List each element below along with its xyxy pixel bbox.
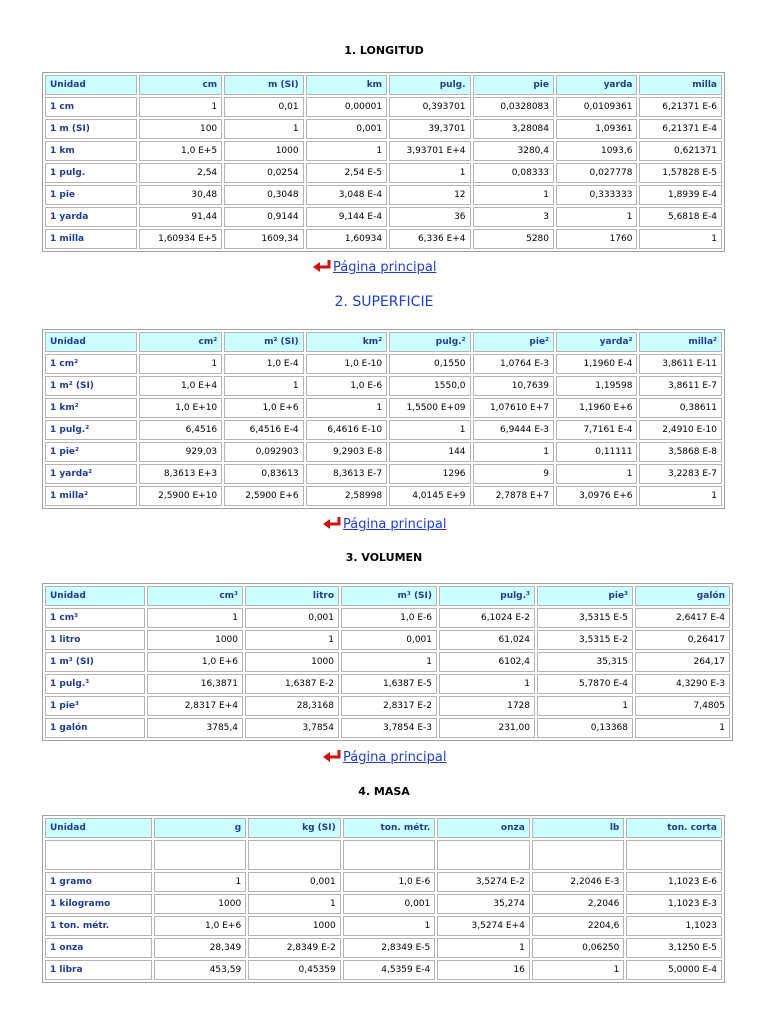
table-cell: 3,1250 E-5 — [626, 938, 722, 958]
table-cell: 1000 — [224, 141, 303, 161]
table-row — [45, 442, 722, 462]
row-label: 1 km — [45, 141, 137, 161]
table-cell: 4,0145 E+9 — [389, 486, 470, 506]
table-row — [45, 420, 722, 440]
table-cell: 0,38611 — [639, 398, 722, 418]
table-cell: 1,0 E-10 — [306, 354, 387, 374]
home-link-2[interactable] — [322, 516, 446, 532]
table-cell: 0,1550 — [389, 354, 470, 374]
table-cell: 3,2283 E-7 — [639, 464, 722, 484]
table-cell: 1,0 E-6 — [341, 608, 437, 628]
table-cell: 1 — [306, 141, 387, 161]
column-header: cm³ — [147, 586, 243, 606]
table-cell: 6,4616 E-10 — [306, 420, 387, 440]
table-cell: 2,54 — [139, 163, 223, 183]
table-row — [45, 696, 730, 716]
table-cell: 1 — [639, 486, 722, 506]
table-longitud — [42, 72, 725, 252]
table-cell: 2,8349 E-5 — [343, 938, 436, 958]
table-cell: 0,06250 — [532, 938, 625, 958]
table-cell: 2,54 E-5 — [306, 163, 387, 183]
table-cell — [248, 840, 341, 870]
table-cell: 2,8317 E-2 — [341, 696, 437, 716]
row-label: 1 cm² — [45, 354, 137, 374]
column-header: pie — [473, 75, 554, 95]
table-cell — [532, 840, 625, 870]
table-cell: 1296 — [389, 464, 470, 484]
table-cell: 1000 — [147, 630, 243, 650]
table-row — [45, 960, 722, 980]
row-label: 1 litro — [45, 630, 145, 650]
table-cell: 1,0 E+4 — [139, 376, 223, 396]
table-cell: 3,5315 E-5 — [537, 608, 633, 628]
column-header: km² — [306, 332, 387, 352]
table-cell: 1 — [635, 718, 730, 738]
table-cell: 100 — [139, 119, 223, 139]
table-cell: 6,21371 E-6 — [639, 97, 722, 117]
table-cell: 1760 — [556, 229, 637, 249]
home-link-label: Página principal — [343, 517, 447, 532]
table-cell: 5280 — [473, 229, 554, 249]
table-cell: 35,315 — [537, 652, 633, 672]
column-header: ton. métr. — [343, 818, 436, 838]
home-link-3[interactable] — [322, 749, 446, 765]
row-label: 1 libra — [45, 960, 152, 980]
column-header: m³ (SI) — [341, 586, 437, 606]
table-header-row — [45, 75, 722, 95]
table-row — [45, 207, 722, 227]
table-cell: 1 — [389, 163, 470, 183]
table-cell: 2,2046 E-3 — [532, 872, 625, 892]
table-cell: 1 — [245, 630, 339, 650]
table-cell: 3280,4 — [473, 141, 554, 161]
row-label: 1 pulg.³ — [45, 674, 145, 694]
table-cell: 1 — [224, 376, 303, 396]
table-row — [45, 229, 722, 249]
table-cell: 1609,34 — [224, 229, 303, 249]
table-row — [45, 872, 722, 892]
table-row — [45, 376, 722, 396]
table-cell: 35,274 — [437, 894, 530, 914]
table-cell: 1 — [473, 185, 554, 205]
table-cell: 3,93701 E+4 — [389, 141, 470, 161]
section-title-superficie: 2. SUPERFICIE — [334, 294, 434, 310]
table-cell: 0,01 — [224, 97, 303, 117]
table-superficie — [42, 329, 725, 509]
table-cell: 0,0328083 — [473, 97, 554, 117]
table-cell: 28,349 — [154, 938, 247, 958]
row-label: 1 yarda — [45, 207, 137, 227]
table-cell: 1,60934 E+5 — [139, 229, 223, 249]
table-cell: 36 — [389, 207, 470, 227]
table-cell: 3 — [473, 207, 554, 227]
row-label: 1 yarda² — [45, 464, 137, 484]
table-cell: 1 — [224, 119, 303, 139]
table-cell: 1 — [139, 97, 223, 117]
table-cell — [437, 840, 530, 870]
table-cell: 1,0 E+10 — [139, 398, 223, 418]
table-row — [45, 486, 722, 506]
return-arrow-icon — [322, 516, 342, 530]
row-label — [45, 840, 152, 870]
home-link-1[interactable] — [312, 259, 436, 275]
column-header: kg (SI) — [248, 818, 341, 838]
table-cell: 3,5274 E-2 — [437, 872, 530, 892]
row-label: 1 cm³ — [45, 608, 145, 628]
table-row — [45, 938, 722, 958]
table-cell: 2,8349 E-2 — [248, 938, 341, 958]
row-label: 1 m (SI) — [45, 119, 137, 139]
table-cell: 2,7878 E+7 — [473, 486, 554, 506]
table-cell: 0,45359 — [248, 960, 341, 980]
table-row — [45, 652, 730, 672]
table-cell: 0,393701 — [389, 97, 470, 117]
table-cell: 10,7639 — [473, 376, 554, 396]
table-header-row — [45, 332, 722, 352]
table-cell: 1,0 E+6 — [224, 398, 303, 418]
table-cell: 1,0 E-4 — [224, 354, 303, 374]
table-cell: 1,1960 E-4 — [556, 354, 637, 374]
table-row — [45, 608, 730, 628]
table-cell: 8,3613 E+3 — [139, 464, 223, 484]
column-header: milla² — [639, 332, 722, 352]
column-header: milla — [639, 75, 722, 95]
table-cell: 1,0 E+6 — [147, 652, 243, 672]
table-cell: 0,3048 — [224, 185, 303, 205]
column-header: cm — [139, 75, 223, 95]
row-label: 1 km² — [45, 398, 137, 418]
table-cell: 1 — [639, 229, 722, 249]
table-cell: 91,44 — [139, 207, 223, 227]
table-cell: 6,4516 — [139, 420, 223, 440]
table-row — [45, 718, 730, 738]
table-cell: 39,3701 — [389, 119, 470, 139]
row-label: 1 pie³ — [45, 696, 145, 716]
table-cell: 6,1024 E-2 — [439, 608, 535, 628]
table-cell: 7,7161 E-4 — [556, 420, 637, 440]
column-header: Unidad — [45, 818, 152, 838]
table-cell: 1 — [248, 894, 341, 914]
section-title-longitud: 1. LONGITUD — [344, 44, 424, 57]
column-header: m (SI) — [224, 75, 303, 95]
table-cell: 1,19598 — [556, 376, 637, 396]
row-label: 1 ton. métr. — [45, 916, 152, 936]
table-cell: 2,5900 E+6 — [224, 486, 303, 506]
table-cell: 1 — [389, 420, 470, 440]
table-cell: 0,333333 — [556, 185, 637, 205]
table-cell: 0,001 — [306, 119, 387, 139]
column-header: pulg.³ — [439, 586, 535, 606]
table-cell: 1000 — [245, 652, 339, 672]
table-cell: 1,0764 E-3 — [473, 354, 554, 374]
table-cell: 1,8939 E-4 — [639, 185, 722, 205]
table-cell: 1,6387 E-5 — [341, 674, 437, 694]
home-link-label: Página principal — [343, 750, 447, 765]
table-cell: 0,9144 — [224, 207, 303, 227]
column-header: lb — [532, 818, 625, 838]
table-cell: 8,3613 E-7 — [306, 464, 387, 484]
table-cell: 929,03 — [139, 442, 223, 462]
table-cell: 0,001 — [248, 872, 341, 892]
table-cell: 3,5315 E-2 — [537, 630, 633, 650]
section-title-masa: 4. MASA — [358, 785, 410, 798]
table-row — [45, 185, 722, 205]
table-cell: 1,1023 E-3 — [626, 894, 722, 914]
table-cell: 0,001 — [343, 894, 436, 914]
table-cell: 1,0 E-6 — [343, 872, 436, 892]
table-cell: 1,1023 — [626, 916, 722, 936]
table-row — [45, 464, 722, 484]
table-cell: 453,59 — [154, 960, 247, 980]
column-header: Unidad — [45, 586, 145, 606]
table-cell: 1,1960 E+6 — [556, 398, 637, 418]
return-arrow-icon — [312, 259, 332, 273]
table-cell: 3,5274 E+4 — [437, 916, 530, 936]
table-row — [45, 674, 730, 694]
table-cell: 9,2903 E-8 — [306, 442, 387, 462]
table-cell: 2,4910 E-10 — [639, 420, 722, 440]
table-cell: 5,6818 E-4 — [639, 207, 722, 227]
column-header: ton. corta — [626, 818, 722, 838]
table-row — [45, 163, 722, 183]
table-cell: 7,4805 — [635, 696, 730, 716]
table-cell: 144 — [389, 442, 470, 462]
table-cell: 0,621371 — [639, 141, 722, 161]
table-cell: 3,8611 E-11 — [639, 354, 722, 374]
table-cell: 1,09361 — [556, 119, 637, 139]
column-header: cm² — [139, 332, 223, 352]
table-cell: 3,8611 E-7 — [639, 376, 722, 396]
table-cell: 5,7870 E-4 — [537, 674, 633, 694]
table-cell: 1 — [343, 916, 436, 936]
table-cell: 2,8317 E+4 — [147, 696, 243, 716]
row-label: 1 kilogramo — [45, 894, 152, 914]
table-cell: 6,4516 E-4 — [224, 420, 303, 440]
table-row — [45, 916, 722, 936]
table-cell: 1 — [437, 938, 530, 958]
table-cell: 0,13368 — [537, 718, 633, 738]
column-header: litro — [245, 586, 339, 606]
row-label: 1 milla² — [45, 486, 137, 506]
table-cell: 6,21371 E-4 — [639, 119, 722, 139]
table-cell: 2204,6 — [532, 916, 625, 936]
table-cell: 0,0254 — [224, 163, 303, 183]
table-cell: 6,336 E+4 — [389, 229, 470, 249]
table-cell — [626, 840, 722, 870]
table-cell: 1 — [306, 398, 387, 418]
table-cell: 3,7854 — [245, 718, 339, 738]
table-cell: 1,0 E+6 — [154, 916, 247, 936]
column-header: Unidad — [45, 75, 137, 95]
table-row — [45, 354, 722, 374]
table-cell: 28,3168 — [245, 696, 339, 716]
row-label: 1 pie² — [45, 442, 137, 462]
table-cell: 0,0109361 — [556, 97, 637, 117]
table-cell: 0,092903 — [224, 442, 303, 462]
table-cell: 1,1023 E-6 — [626, 872, 722, 892]
table-cell: 1550,0 — [389, 376, 470, 396]
table-cell: 1093,6 — [556, 141, 637, 161]
table-cell: 3,28084 — [473, 119, 554, 139]
table-cell: 3,048 E-4 — [306, 185, 387, 205]
table-cell: 1 — [537, 696, 633, 716]
column-header: pie³ — [537, 586, 633, 606]
table-cell: 2,5900 E+10 — [139, 486, 223, 506]
table-cell: 2,6417 E-4 — [635, 608, 730, 628]
table-cell: 1,0 E-6 — [306, 376, 387, 396]
table-cell: 1000 — [154, 894, 247, 914]
row-label: 1 onza — [45, 938, 152, 958]
column-header: km — [306, 75, 387, 95]
row-label: 1 gramo — [45, 872, 152, 892]
table-row — [45, 119, 722, 139]
table-row — [45, 97, 722, 117]
table-cell: 3785,4 — [147, 718, 243, 738]
table-cell: 9,144 E-4 — [306, 207, 387, 227]
section-title-volumen: 3. VOLUMEN — [345, 551, 423, 564]
column-header: pulg.² — [389, 332, 470, 352]
table-cell: 1,6387 E-2 — [245, 674, 339, 694]
table-cell: 16 — [437, 960, 530, 980]
table-cell: 1728 — [439, 696, 535, 716]
row-label: 1 pulg.² — [45, 420, 137, 440]
table-header-row — [45, 586, 730, 606]
table-cell: 0,11111 — [556, 442, 637, 462]
table-cell: 1 — [439, 674, 535, 694]
table-cell: 1 — [154, 872, 247, 892]
table-cell: 0,001 — [341, 630, 437, 650]
column-header: onza — [437, 818, 530, 838]
table-cell: 1 — [139, 354, 223, 374]
row-label: 1 milla — [45, 229, 137, 249]
table-cell: 30,48 — [139, 185, 223, 205]
table-cell: 0,26417 — [635, 630, 730, 650]
table-cell: 2,2046 — [532, 894, 625, 914]
table-cell: 1,0 E+5 — [139, 141, 223, 161]
table-cell: 1 — [147, 608, 243, 628]
table-cell — [343, 840, 436, 870]
row-label: 1 cm — [45, 97, 137, 117]
column-header: pie² — [473, 332, 554, 352]
column-header: yarda² — [556, 332, 637, 352]
row-label: 1 m³ (SI) — [45, 652, 145, 672]
table-cell: 1 — [473, 442, 554, 462]
row-label: 1 galón — [45, 718, 145, 738]
table-cell: 1 — [341, 652, 437, 672]
return-arrow-icon — [322, 749, 342, 763]
column-header: yarda — [556, 75, 637, 95]
table-cell: 4,3290 E-3 — [635, 674, 730, 694]
table-cell: 3,0976 E+6 — [556, 486, 637, 506]
row-label: 1 pulg. — [45, 163, 137, 183]
table-row — [45, 630, 730, 650]
table-cell: 0,00001 — [306, 97, 387, 117]
table-cell: 12 — [389, 185, 470, 205]
column-header: m² (SI) — [224, 332, 303, 352]
table-cell: 231,00 — [439, 718, 535, 738]
table-cell: 1000 — [248, 916, 341, 936]
table-cell: 6,9444 E-3 — [473, 420, 554, 440]
table-cell: 61,024 — [439, 630, 535, 650]
table-row — [45, 894, 722, 914]
home-link-label: Página principal — [333, 260, 437, 275]
table-cell: 1 — [556, 464, 637, 484]
table-row — [45, 398, 722, 418]
table-cell: 1,60934 — [306, 229, 387, 249]
table-cell — [154, 840, 247, 870]
table-masa — [42, 815, 725, 983]
row-label: 1 pie — [45, 185, 137, 205]
table-cell: 2,58998 — [306, 486, 387, 506]
column-header: g — [154, 818, 247, 838]
table-cell: 6102,4 — [439, 652, 535, 672]
row-label: 1 m² (SI) — [45, 376, 137, 396]
table-cell: 1,5500 E+09 — [389, 398, 470, 418]
table-cell: 1,07610 E+7 — [473, 398, 554, 418]
table-cell: 3,7854 E-3 — [341, 718, 437, 738]
table-cell: 3,5868 E-8 — [639, 442, 722, 462]
table-cell: 0,001 — [245, 608, 339, 628]
table-cell: 1 — [556, 207, 637, 227]
table-cell: 9 — [473, 464, 554, 484]
table-cell: 1 — [532, 960, 625, 980]
table-cell: 0,027778 — [556, 163, 637, 183]
table-cell: 0,83613 — [224, 464, 303, 484]
table-cell: 264,17 — [635, 652, 730, 672]
table-row — [45, 141, 722, 161]
column-header: pulg. — [389, 75, 470, 95]
column-header: Unidad — [45, 332, 137, 352]
table-cell: 5,0000 E-4 — [626, 960, 722, 980]
table-cell: 0,08333 — [473, 163, 554, 183]
table-cell: 1,57828 E-5 — [639, 163, 722, 183]
table-cell: 4,5359 E-4 — [343, 960, 436, 980]
column-header: galón — [635, 586, 730, 606]
table-row — [45, 840, 722, 870]
table-header-row — [45, 818, 722, 838]
table-volumen — [42, 583, 733, 741]
table-cell: 16,3871 — [147, 674, 243, 694]
